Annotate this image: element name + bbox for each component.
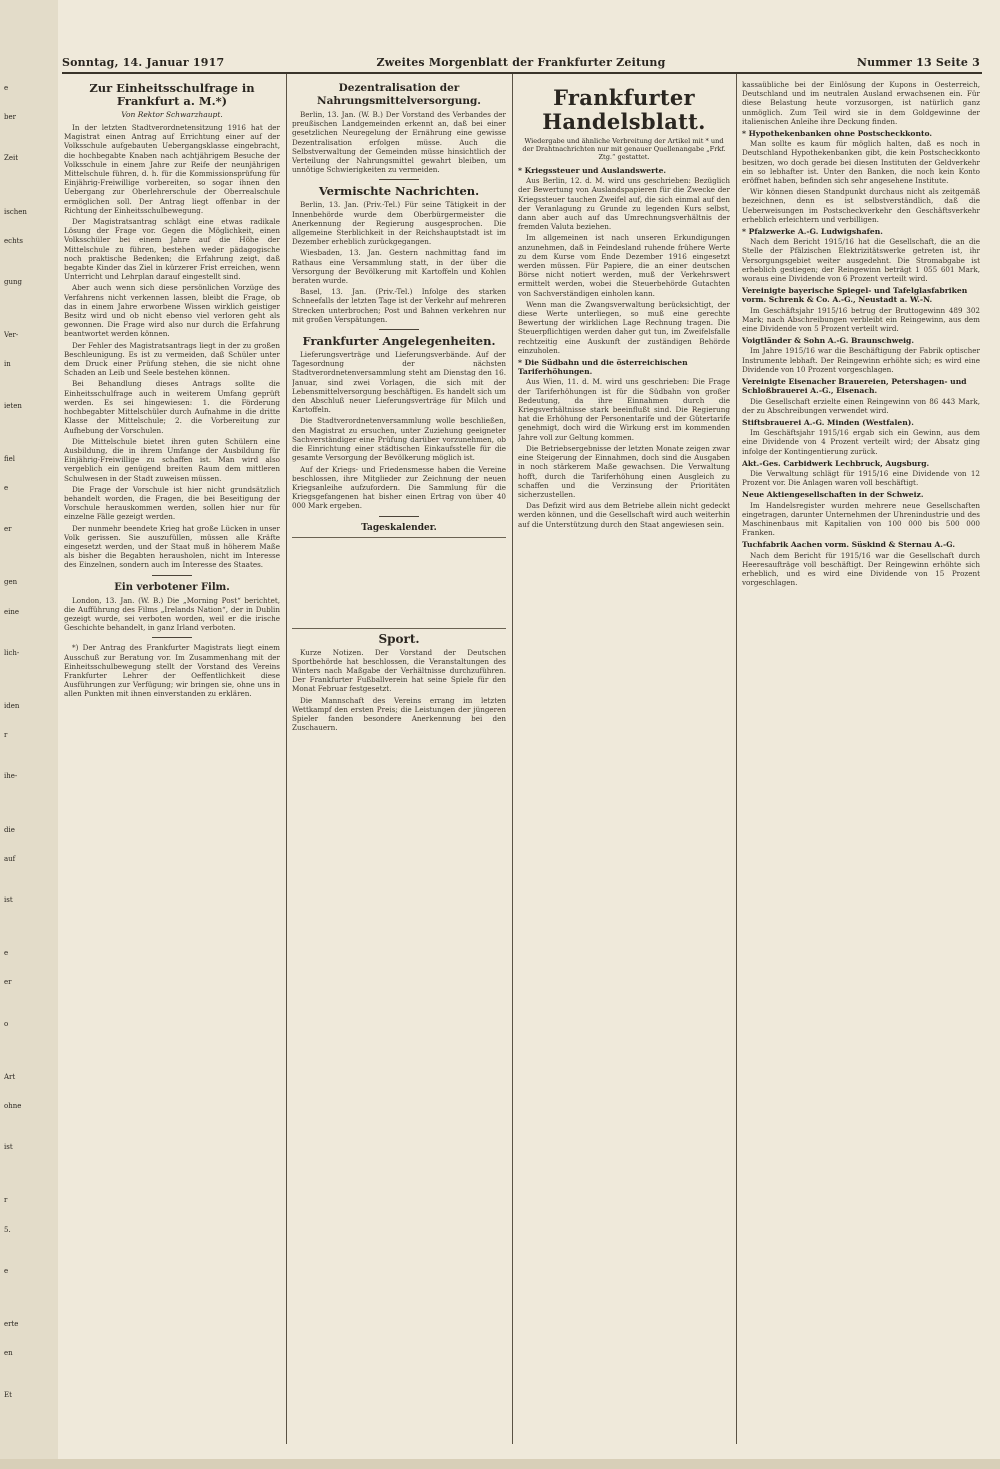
- margin-fragment: er: [4, 978, 12, 987]
- margin-fragment: Et: [4, 1390, 12, 1399]
- column-rule-3: [736, 74, 737, 1444]
- margin-fragment: ist: [4, 896, 13, 905]
- article-head-voigtlaender: Voigtländer & Sohn A.-G. Braunschweig.: [742, 336, 915, 346]
- margin-fragment: iden: [4, 702, 20, 711]
- article-head-tuchfabrik: Tuchfabrik Aachen vorm. Süskind & Sternau A.-G.: [742, 540, 956, 550]
- article-head-schweiz: Neue Aktiengesellschaften in der Schweiz.: [742, 490, 924, 500]
- paragraph: Berlin, 13. Jan. (Priv.-Tel.) Für seine Tätigkeit in der Innenbehörde wurde dem Oberbürgermeister die Anerkennung der Regierung ausgesprochen. Die allgemeine Sterblichkeit in der Reichshauptstadt ist im Dezember erheblich zurückgegangen.: [292, 200, 506, 247]
- article-head-eisenacher-brauereien: Vereinigte Eisenacher Brauereien, Petershagen- und Schloßbrauerei A.-G., Eisenach.: [742, 377, 967, 396]
- left-margin-fragments: [4, 84, 54, 1454]
- paragraph: London, 13. Jan. (W. B.) Die „Morning Post“ berichtet, die Aufführung des Films „Irelands Nation“, der in Dublin gezeigt wurde, sei verboten worden, weil er die irische Geschichte behandelt, in ganz Irland verboten.: [64, 595, 280, 633]
- paragraph: Die Stadtverordnetenversammlung wolle beschließen, den Magistrat zu ersuchen, unter Zuziehung geeigneter Sachverständiger eine Prüfung darüber vorzunehmen, ob die Einrichtung einer städtischen Einkaufsstelle für die gesamte Versorgung der Bevölkerung möglich ist.: [292, 416, 506, 463]
- margin-fragment: 5.: [4, 1225, 11, 1234]
- margin-fragment: die: [4, 825, 15, 834]
- paragraph: Der Magistratsantrag schlägt eine etwas radikale Lösung der Frage vor. Gegen die Möglichkeit, einen Volksschüler bei einem Jahre auf die Höhe der Mittelschule zu führen, bestehen weder pädagogische noch praktische Bedenken; die Erfahrung zeigt, daß begabte Kinder das Ziel in kürzerer Frist erreichen, wenn Unterricht und Lehrplan darauf eingestellt sind.: [64, 217, 280, 282]
- margin-fragment: gen: [4, 578, 18, 587]
- margin-fragment: e: [4, 84, 9, 92]
- paragraph: Wenn man die Zwangsverwaltung berücksichtigt, der diese Werte unterliegen, so muß eine gerechte Bewertung der wirklichen Lage Rechnung tragen. Die Steuerpflichtigen werden daher gut tun, im Zweifelsfalle rechtzeitig eine Auskunft der zuständigen Behörde einzuholen.: [518, 299, 730, 355]
- section-divider: [152, 637, 192, 638]
- margin-fragment: fiel: [4, 454, 16, 463]
- article-head-carbidwerk: Akt.-Ges. Carbidwerk Lechbruck, Augsburg.: [742, 458, 930, 468]
- margin-fragment: ischen: [4, 207, 27, 216]
- margin-fragment: r: [4, 1196, 8, 1205]
- margin-fragment: Ver-: [4, 331, 19, 340]
- section-divider: [379, 516, 419, 517]
- paragraph: Die Gesellschaft erzielte einen Reingewinn von 86 443 Mark, der zu Abschreibungen verwendet wird.: [742, 396, 980, 415]
- margin-fragment: ihe-: [4, 772, 18, 781]
- margin-fragment: ieten: [4, 401, 22, 410]
- paragraph: Die Betriebsergebnisse der letzten Monate zeigen zwar eine Steigerung der Einnahmen, doch sind die Ausgaben in noch stärkerem Maße gewachsen. Die Verwaltung hofft, durch die Tariferhöhung einen Ausgleich zu schaffen und die Verzinsung der Prioritäten sicherzustellen.: [518, 443, 730, 499]
- section-title-film: Ein verbotener Film.: [114, 581, 230, 593]
- margin-fragment: e: [4, 1266, 9, 1275]
- margin-fragment: Art: [4, 1072, 16, 1081]
- paragraph: Kurze Notizen. Der Vorstand der Deutschen Sportbehörde hat beschlossen, die Veranstaltungen des Winters nach Maßgabe der Verhältnisse durchzuführen. Der Frankfurter Fußballverein hat seine Spiele für den Monat Februar festgesetzt.: [292, 647, 506, 694]
- margin-fragment: r: [4, 731, 8, 740]
- margin-fragment: ist: [4, 1143, 13, 1152]
- section-title-vermischte: Vermischte Nachrichten.: [318, 184, 480, 199]
- header-date: Sonntag, 14. Januar 1917: [62, 56, 225, 69]
- paragraph: Im Handelsregister wurden mehrere neue Gesellschaften eingetragen, darunter Unternehmen der Uhrenindustrie und des Maschinenbaus mit Kapitalien von 100 000 bis 500 000 Franken.: [742, 500, 980, 538]
- calendar-box: [292, 537, 506, 629]
- paragraph: Das Defizit wird aus dem Betriebe allein nicht gedeckt werden können, und die Gesellschaft wird auch weiterhin auf die Unterstützung durch den Staat angewiesen sein.: [518, 501, 730, 529]
- paragraph: Aus Wien, 11. d. M. wird uns geschrieben: Die Frage der Tariferhöhungen ist für die Südbahn von großer Bedeutung, da ihre Einnahmen durch die Kriegsverhältnisse stark beeinflußt sind. Die Regierung hat die Erhöhung der Personentarife und der Gütertarife genehmigt, doch wird die Wirkung erst im kommenden Jahre voll zur Geltung kommen.: [518, 377, 730, 442]
- paragraph: Im Jahre 1915/16 war die Beschäftigung der Fabrik optischer Instrumente lebhaft. Der Reingewinn erhöhte sich; es wird eine Dividende von 10 Prozent vorgeschlagen.: [742, 346, 980, 374]
- margin-fragment: eine: [4, 607, 20, 616]
- header-page-number: Nummer 13 Seite 3: [856, 56, 980, 69]
- section-title-frankfurter-angelegenheiten: Frankfurter Angelegenheiten.: [302, 334, 496, 349]
- margin-fragment: in: [4, 360, 11, 369]
- margin-fragment: e: [4, 949, 9, 958]
- column-3: [518, 80, 730, 1450]
- article-head-pfalzwerke: * Pfalzwerke A.-G. Ludwigshafen.: [742, 227, 883, 237]
- paragraph: Bei Behandlung dieses Antrags sollte die Einheitsschulfrage auch in weiterem Umfang geprüft werden. Es sei hingewiesen: 1. die Förderung hochbegabter Mittelschüler durch Aufnahme in die dritte Klasse der Mittelschule; 2. die Vorbereitung zur Aufhebung der Vorschulen.: [64, 379, 280, 435]
- section-divider: [152, 575, 192, 576]
- paragraph: Wiesbaden, 13. Jan. Gestern nachmittag fand im Rathaus eine Versammlung statt, in der über die Versorgung der Bevölkerung mit Kartoffeln und Kohlen beraten wurde.: [292, 248, 506, 286]
- paragraph: Im Geschäftsjahr 1915/16 betrug der Bruttogewinn 489 302 Mark; nach Abschreibungen verbleibt ein Reingewinn, aus dem eine Dividende von 5 Prozent verteilt wird.: [742, 305, 980, 334]
- column-1: [64, 80, 280, 1450]
- article-head-suedbahn: * Die Südbahn und die österreichischen Tariferhöhungen.: [518, 358, 688, 377]
- page-header: [62, 54, 980, 72]
- article-head-stiftsbrauerei: Stiftsbrauerei A.-G. Minden (Westfalen).: [742, 417, 914, 427]
- column-rule-2: [512, 74, 513, 1444]
- masthead-note: Wiedergabe und ähnliche Verbreitung der Artikel mit * und der Drahtnachrichten nur mit genauer Quellenangabe „Frkf. Ztg.“ gestattet.: [522, 137, 726, 161]
- article-title-dezentralisation: Dezentralisation der Nahrungsmittelversorgung.: [317, 82, 481, 107]
- paragraph: Der nunmehr beendete Krieg hat große Lücken in unser Volk gerissen. Sie auszufüllen, müssen alle Kräfte eingesetzt werden, und der Staat muß in höherem Maße als bisher die Begabten herausholen, nicht im Interesse des Einzelnen, sondern auch im Interesse des Staates.: [64, 523, 280, 570]
- column-2: [292, 80, 506, 1450]
- paragraph: Die Mittelschule bietet ihren guten Schülern eine Ausbildung, die in ihrem Umfange der Ausbildung für Einjährig-Freiwillige zu schaffen ist. Man wird also vergeblich ein genügend breiten Raum dem mittleren Schulwesen in der Stadt zuweisen müssen.: [64, 436, 280, 483]
- paragraph: Im allgemeinen ist nach unseren Erkundigungen anzunehmen, daß in Feindesland ruhende frühere Werte zu dem Kurse vom Ende Dezember 1916 eingesetzt werden müssen. Für Papiere, die an einer deutschen Börse nicht notiert werden, muß der Verkehrswert ermittelt werden, wobei die Steuerbehörde Gutachten von Sachverständigen einholen kann.: [518, 233, 730, 298]
- handelsblatt-masthead: Frankfurter Handelsblatt.: [542, 85, 706, 134]
- article-head-hypothekenbanken: * Hypothekenbanken ohne Postscheckkonto.: [742, 129, 933, 139]
- section-title-tageskalender: Tageskalender.: [361, 522, 437, 533]
- header-rule: [62, 72, 982, 74]
- column-rule-1: [286, 74, 287, 1444]
- margin-fragment: Zeit: [4, 154, 19, 163]
- paragraph: Lieferungsverträge und Lieferungsverbände. Auf der Tagesordnung der nächsten Stadtverordnetenversammlung steht am Dienstag den 16. Januar, sind zwei Vorlagen, die sich mit der Lebensmittelversorgung beschäftigen. Es handelt sich um den Abschluß neuer Lieferungsverträge für Milch und Kartoffeln.: [292, 350, 506, 415]
- section-divider: [379, 329, 419, 330]
- section-title-sport: Sport.: [378, 631, 420, 646]
- margin-fragment: gung: [4, 278, 22, 287]
- margin-fragment: ohne: [4, 1102, 22, 1111]
- section-divider: [379, 179, 419, 180]
- margin-fragment: en: [4, 1349, 13, 1358]
- paragraph: Aus Berlin, 12. d. M. wird uns geschrieben: Bezüglich der Bewertung von Auslandspapieren für die Zwecke der Kriegssteuer tauchen Zweifel auf, die sich einmal auf den der Veranlagung zu Grunde zu legenden Kurs selbst, dann aber auch auf das Umrechnungsverhältnis der fremden Valuta beziehen.: [518, 176, 730, 232]
- header-title: Zweites Morgenblatt der Frankfurter Zeitung: [376, 56, 666, 69]
- article-head-spiegelglas: Vereinigte bayerische Spiegel- und Tafelglasfabriken vorm. Schrenk & Co. A.-G., Neustadt a. W.-N.: [742, 286, 968, 305]
- paragraph: Die Mannschaft des Vereins errang im letzten Wettkampf den ersten Preis; die Leistungen der jüngeren Spieler fanden besondere Anerkennung bei den Zuschauern.: [292, 695, 506, 733]
- paragraph: Nach dem Bericht 1915/16 hat die Gesellschaft, die an die Stelle der Pfälzischen Elektrizitätswerke getreten ist, ihr Versorgungsgebiet weiter ausgedehnt. Die Stromabgabe ist erheblich gestiegen; der Reingewinn beträgt 1 055 601 Mark, woraus eine Dividende von 6 Prozent verteilt wird.: [742, 237, 980, 284]
- margin-fragment: auf: [4, 854, 16, 863]
- bottom-page-edge: [0, 1459, 1000, 1469]
- margin-fragment: o: [4, 1019, 9, 1028]
- margin-fragment: echts: [4, 236, 23, 245]
- paragraph: Man sollte es kaum für möglich halten, daß es noch in Deutschland Hypothekenbanken gibt, die kein Postscheckkonto besitzen, wo doch gerade bei diesen Instituten der Geldverkehr ein so lebhafter ist. Unter den Banken, die noch kein Konto eröffnet haben, befinden sich sehr angesehene Institute.: [742, 139, 980, 186]
- margin-fragment: er: [4, 525, 12, 534]
- paragraph: Basel, 13. Jan. (Priv.-Tel.) Infolge des starken Schneefalls der letzten Tage ist der Verkehr auf mehreren Strecken unterbrochen; Post und Bahnen verkehren nur mit großen Verspätungen.: [292, 287, 506, 324]
- paragraph: Die Frage der Vorschule ist hier nicht grundsätzlich behandelt worden, die Fragen, die bei Beseitigung der Vorschule herauskommen werden, sollen hier nur für einzelne Fälle gezeigt werden.: [64, 484, 280, 522]
- paragraph: Nach dem Bericht für 1915/16 war die Gesellschaft durch Heeresaufträge voll beschäftigt. Der Reingewinn erhöhte sich erheblich, und es wird eine Dividende von 15 Prozent vorgeschlagen.: [742, 550, 980, 588]
- article-author: Von Rektor Schwarzhaupt.: [121, 110, 223, 119]
- footnote: *) Der Antrag des Frankfurter Magistrats liegt einem Ausschuß zur Beratung vor. Im Zusammenhang mit der Einheitsschulbewegung stellt der Vorstand des Vereins Frankfurter Lehrer der Oeffentlichkeit diese Ausführungen zur Verfügung; wir bringen sie, ohne uns in allen Punkten mit ihnen einverstanden zu erklären.: [64, 643, 280, 699]
- paragraph: Berlin, 13. Jan. (W. B.) Der Vorstand des Verbandes der preußischen Landgemeinden erkennt an, daß bei einer gesetzlichen Neuregelung der Ernährung eine gewisse Dezentralisation erfolgen müsse. Auch die Selbstverwaltung der Gemeinden müsse hinsichtlich der Verteilung der Nahrungsmittel gewahrt bleiben, um unnötige Schwierigkeiten zu vermeiden.: [292, 110, 506, 175]
- paragraph: Im Geschäftsjahr 1915/16 ergab sich ein Gewinn, aus dem eine Dividende von 4 Prozent verteilt wird; der Absatz ging infolge der Kontingentierung zurück.: [742, 428, 980, 456]
- margin-fragment: ber: [4, 113, 16, 122]
- margin-fragment: lich-: [4, 648, 20, 657]
- paragraph: kassaübliche bei der Einlösung der Kupons in Oesterreich, Deutschland und im neutralen Ausland erwachsenen ein. Für diese Belastung heute vorzusorgen, ist natürlich ganz unmöglich. Zum Teil wird sie in dem Goldgewinne der italienischen Anleihe ihre Deckung finden.: [742, 80, 980, 126]
- article-title-einheitsschule: Zur Einheitsschulfrage in Frankfurt a. M.*): [89, 81, 255, 108]
- paragraph: Der Fehler des Magistratsantrags liegt in der zu großen Beschleunigung. Es ist zu vermeiden, daß Schüler unter dem Druck einer Prüfung stehen, die sie nicht ohne Schaden an Leib und Seele bestehen können.: [64, 340, 280, 378]
- paragraph: Auf der Kriegs- und Friedensmesse haben die Vereine beschlossen, ihre Mitglieder zur Zeichnung der neuen Kriegsanleihe aufzufordern. Die Sammlung für die Kriegsgefangenen hat bisher einen Ertrag von über 40 000 Mark ergeben.: [292, 464, 506, 511]
- paragraph: Aber auch wenn sich diese persönlichen Vorzüge des Verfahrens nicht verkennen lassen, bleibt die Frage, ob das in einem Jahre erworbene Wissen wirklich geistiger Besitz wird und ob nicht ebenso viel verloren geht als gewonnen. Die Frage wird also nur durch die Erfahrung beantwortet werden können.: [64, 283, 280, 339]
- paragraph: Wir können diesen Standpunkt durchaus nicht als zeitgemäß bezeichnen, denn es ist selbstverständlich, daß die Ueberweisungen im Postscheckverkehr den Geschäftsverkehr erheblich erleichtern und verbilligen.: [742, 187, 980, 224]
- margin-fragment: erte: [4, 1320, 19, 1329]
- article-head-kriegssteuer: * Kriegssteuer und Auslandswerte.: [518, 166, 667, 175]
- column-4: [742, 80, 980, 1450]
- margin-fragment: e: [4, 484, 9, 493]
- paragraph: In der letzten Stadtverordnetensitzung 1916 hat der Magistrat einen Antrag auf Errichtung einer auf der Volksschule aufgebauten Uebergangsklasse eingebracht, die hochbegabte Knaben nach achtjährigem Besuche der Volksschule in einem Jahre zur Reife der neunjährigen Mittelschule führen, d. h. für die Kommissionsprüfung für Einjährig-Freiwillige vorbereiten, so sogar ihnen den Uebergang zur Oberlehrerschule der Oberrealschule ermöglichen soll. Der Antrag liegt offenbar in der Richtung der Einheitsschulbewegung.: [64, 123, 280, 215]
- paragraph: Die Verwaltung schlägt für 1915/16 eine Dividende von 12 Prozent vor. Die Anlagen waren voll beschäftigt.: [742, 468, 980, 488]
